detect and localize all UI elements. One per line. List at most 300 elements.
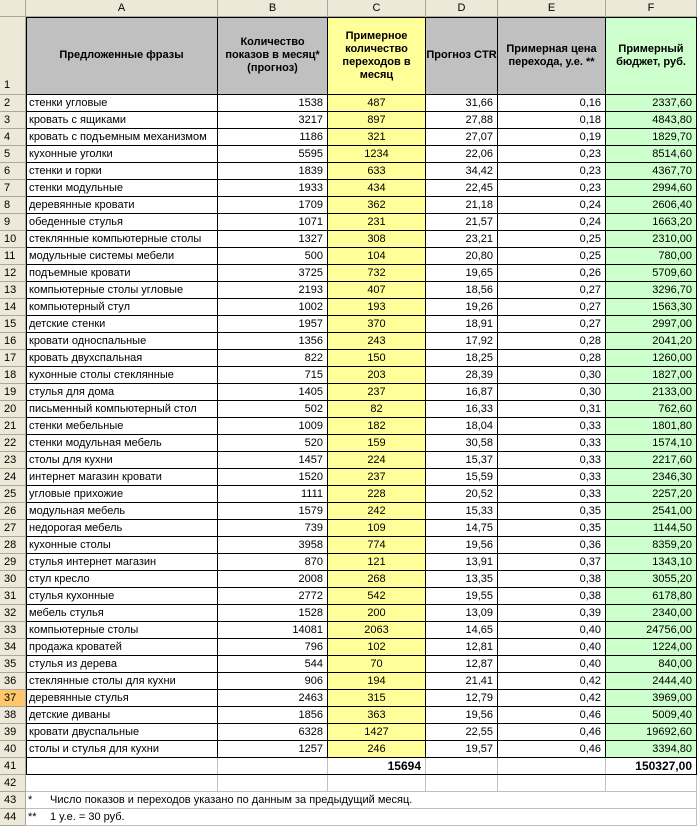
table-cell-a[interactable]: стенки угловые xyxy=(26,95,218,112)
row-header[interactable]: 24 xyxy=(0,469,26,486)
table-cell-c[interactable]: 1234 xyxy=(328,146,426,163)
column-header-e[interactable]: E xyxy=(498,0,606,17)
row-header[interactable]: 12 xyxy=(0,265,26,282)
table-cell-d[interactable]: 22,45 xyxy=(426,180,498,197)
table-cell-e[interactable]: 0,35 xyxy=(498,520,606,537)
row-header[interactable]: 9 xyxy=(0,214,26,231)
table-cell-b[interactable]: 1327 xyxy=(218,231,328,248)
table-cell-e[interactable]: 0,40 xyxy=(498,622,606,639)
table-cell-c[interactable]: 193 xyxy=(328,299,426,316)
table-cell-f[interactable]: 1574,10 xyxy=(606,435,697,452)
row-header[interactable]: 28 xyxy=(0,537,26,554)
table-cell-b[interactable]: 5595 xyxy=(218,146,328,163)
table-cell-c[interactable]: 159 xyxy=(328,435,426,452)
row-header[interactable]: 30 xyxy=(0,571,26,588)
table-cell-f[interactable]: 1343,10 xyxy=(606,554,697,571)
table-cell-c[interactable]: 308 xyxy=(328,231,426,248)
column-header-d[interactable]: D xyxy=(426,0,498,17)
table-cell-b[interactable]: 1405 xyxy=(218,384,328,401)
table-cell-f[interactable]: 1663,20 xyxy=(606,214,697,231)
table-cell-b[interactable]: 14081 xyxy=(218,622,328,639)
table-cell-d[interactable]: 13,35 xyxy=(426,571,498,588)
table-cell-c[interactable]: 109 xyxy=(328,520,426,537)
table-cell-b[interactable]: 2772 xyxy=(218,588,328,605)
table-cell-c[interactable]: 487 xyxy=(328,95,426,112)
table-cell-a[interactable]: стенки модульная мебель xyxy=(26,435,218,452)
row-header[interactable]: 20 xyxy=(0,401,26,418)
table-cell-c[interactable]: 231 xyxy=(328,214,426,231)
table-cell-b[interactable]: 1579 xyxy=(218,503,328,520)
table-cell-f[interactable]: 1829,70 xyxy=(606,129,697,146)
table-cell-c[interactable]: 1427 xyxy=(328,724,426,741)
table-cell-b[interactable]: 822 xyxy=(218,350,328,367)
table-cell-d[interactable]: 19,26 xyxy=(426,299,498,316)
table-cell-f[interactable]: 1563,30 xyxy=(606,299,697,316)
select-all-corner[interactable] xyxy=(0,0,26,17)
table-cell-a[interactable]: мебель стулья xyxy=(26,605,218,622)
table-cell-b[interactable]: 1356 xyxy=(218,333,328,350)
table-cell-d[interactable]: 13,09 xyxy=(426,605,498,622)
table-cell-c[interactable]: 194 xyxy=(328,673,426,690)
table-cell-f[interactable]: 3055,20 xyxy=(606,571,697,588)
table-cell-f[interactable]: 2337,60 xyxy=(606,95,697,112)
table-cell-e[interactable]: 0,38 xyxy=(498,588,606,605)
table-cell-b[interactable]: 796 xyxy=(218,639,328,656)
header-budget[interactable]: Примерный бюджет, руб. xyxy=(606,17,697,95)
table-cell-c[interactable]: 315 xyxy=(328,690,426,707)
table-cell-d[interactable]: 22,06 xyxy=(426,146,498,163)
table-cell-b[interactable]: 1856 xyxy=(218,707,328,724)
row-header[interactable]: 25 xyxy=(0,486,26,503)
table-cell-d[interactable]: 34,42 xyxy=(426,163,498,180)
row-header[interactable]: 6 xyxy=(0,163,26,180)
table-cell-d[interactable]: 15,59 xyxy=(426,469,498,486)
table-cell-d[interactable]: 27,07 xyxy=(426,129,498,146)
table-cell-b[interactable]: 1933 xyxy=(218,180,328,197)
table-cell-b[interactable]: 715 xyxy=(218,367,328,384)
empty-cell[interactable] xyxy=(218,775,328,792)
total-budget[interactable]: 150327,00 xyxy=(606,758,697,775)
footnote-text[interactable]: Число показов и переходов указано по данным за предыдущий месяц. xyxy=(50,792,697,809)
empty-cell[interactable] xyxy=(26,758,218,775)
table-cell-a[interactable]: столы для кухни xyxy=(26,452,218,469)
table-cell-a[interactable]: кухонные столы стеклянные xyxy=(26,367,218,384)
table-cell-a[interactable]: кровати двуспальные xyxy=(26,724,218,741)
row-header[interactable]: 2 xyxy=(0,95,26,112)
table-cell-c[interactable]: 182 xyxy=(328,418,426,435)
table-cell-b[interactable]: 2463 xyxy=(218,690,328,707)
table-cell-e[interactable]: 0,28 xyxy=(498,350,606,367)
table-cell-e[interactable]: 0,23 xyxy=(498,146,606,163)
table-cell-b[interactable]: 739 xyxy=(218,520,328,537)
table-cell-b[interactable]: 3217 xyxy=(218,112,328,129)
table-cell-a[interactable]: интернет магазин кровати xyxy=(26,469,218,486)
table-cell-f[interactable]: 2606,40 xyxy=(606,197,697,214)
table-cell-d[interactable]: 18,04 xyxy=(426,418,498,435)
table-cell-c[interactable]: 774 xyxy=(328,537,426,554)
table-cell-f[interactable]: 2346,30 xyxy=(606,469,697,486)
table-cell-f[interactable]: 19692,60 xyxy=(606,724,697,741)
table-cell-f[interactable]: 2133,00 xyxy=(606,384,697,401)
row-header[interactable]: 15 xyxy=(0,316,26,333)
table-cell-a[interactable]: кровать двухспальная xyxy=(26,350,218,367)
row-header[interactable]: 42 xyxy=(0,775,26,792)
table-cell-d[interactable]: 20,80 xyxy=(426,248,498,265)
table-cell-d[interactable]: 22,55 xyxy=(426,724,498,741)
table-cell-c[interactable]: 102 xyxy=(328,639,426,656)
table-cell-e[interactable]: 0,27 xyxy=(498,299,606,316)
table-cell-f[interactable]: 1224,00 xyxy=(606,639,697,656)
table-cell-e[interactable]: 0,38 xyxy=(498,571,606,588)
row-header[interactable]: 34 xyxy=(0,639,26,656)
table-cell-d[interactable]: 19,55 xyxy=(426,588,498,605)
table-cell-a[interactable]: кухонные уголки xyxy=(26,146,218,163)
table-cell-a[interactable]: кровать с ящиками xyxy=(26,112,218,129)
table-cell-a[interactable]: недорогая мебель xyxy=(26,520,218,537)
table-cell-e[interactable]: 0,42 xyxy=(498,673,606,690)
table-cell-d[interactable]: 20,52 xyxy=(426,486,498,503)
table-cell-a[interactable]: модульные системы мебели xyxy=(26,248,218,265)
empty-cell[interactable] xyxy=(218,758,328,775)
table-cell-b[interactable]: 6328 xyxy=(218,724,328,741)
row-header[interactable]: 4 xyxy=(0,129,26,146)
table-cell-f[interactable]: 1144,50 xyxy=(606,520,697,537)
table-cell-e[interactable]: 0,35 xyxy=(498,503,606,520)
row-header[interactable]: 41 xyxy=(0,758,26,775)
table-cell-d[interactable]: 17,92 xyxy=(426,333,498,350)
table-cell-f[interactable]: 2310,00 xyxy=(606,231,697,248)
table-cell-c[interactable]: 203 xyxy=(328,367,426,384)
table-cell-f[interactable]: 2257,20 xyxy=(606,486,697,503)
table-cell-f[interactable]: 4367,70 xyxy=(606,163,697,180)
table-cell-a[interactable]: стулья для дома xyxy=(26,384,218,401)
table-cell-a[interactable]: модульная мебель xyxy=(26,503,218,520)
table-cell-a[interactable]: компьютерный стул xyxy=(26,299,218,316)
table-cell-b[interactable]: 1839 xyxy=(218,163,328,180)
row-header[interactable]: 31 xyxy=(0,588,26,605)
table-cell-c[interactable]: 407 xyxy=(328,282,426,299)
column-header-f[interactable]: F xyxy=(606,0,697,17)
empty-cell[interactable] xyxy=(426,758,498,775)
row-header[interactable]: 7 xyxy=(0,180,26,197)
table-cell-e[interactable]: 0,27 xyxy=(498,282,606,299)
row-header[interactable]: 38 xyxy=(0,707,26,724)
table-cell-c[interactable]: 363 xyxy=(328,707,426,724)
table-cell-b[interactable]: 544 xyxy=(218,656,328,673)
table-cell-f[interactable]: 2997,00 xyxy=(606,316,697,333)
table-cell-e[interactable]: 0,27 xyxy=(498,316,606,333)
table-cell-f[interactable]: 762,60 xyxy=(606,401,697,418)
table-cell-d[interactable]: 12,79 xyxy=(426,690,498,707)
table-cell-a[interactable]: продажа кроватей xyxy=(26,639,218,656)
table-cell-f[interactable]: 840,00 xyxy=(606,656,697,673)
empty-cell[interactable] xyxy=(26,775,218,792)
table-cell-c[interactable]: 246 xyxy=(328,741,426,758)
table-cell-e[interactable]: 0,33 xyxy=(498,418,606,435)
table-cell-d[interactable]: 16,33 xyxy=(426,401,498,418)
empty-cell[interactable] xyxy=(498,758,606,775)
row-header[interactable]: 39 xyxy=(0,724,26,741)
table-cell-f[interactable]: 2994,60 xyxy=(606,180,697,197)
table-cell-b[interactable]: 502 xyxy=(218,401,328,418)
table-cell-f[interactable]: 6178,80 xyxy=(606,588,697,605)
table-cell-d[interactable]: 21,57 xyxy=(426,214,498,231)
table-cell-f[interactable]: 2217,60 xyxy=(606,452,697,469)
table-cell-b[interactable]: 500 xyxy=(218,248,328,265)
table-cell-e[interactable]: 0,24 xyxy=(498,214,606,231)
table-cell-e[interactable]: 0,30 xyxy=(498,367,606,384)
table-cell-f[interactable]: 3296,70 xyxy=(606,282,697,299)
table-cell-e[interactable]: 0,23 xyxy=(498,163,606,180)
table-cell-a[interactable]: компьютерные столы угловые xyxy=(26,282,218,299)
table-cell-f[interactable]: 2444,40 xyxy=(606,673,697,690)
table-cell-e[interactable]: 0,19 xyxy=(498,129,606,146)
table-cell-c[interactable]: 82 xyxy=(328,401,426,418)
table-cell-e[interactable]: 0,46 xyxy=(498,741,606,758)
table-cell-f[interactable]: 5009,40 xyxy=(606,707,697,724)
row-header[interactable]: 5 xyxy=(0,146,26,163)
table-cell-a[interactable]: деревянные стулья xyxy=(26,690,218,707)
table-cell-b[interactable]: 1538 xyxy=(218,95,328,112)
row-header[interactable]: 21 xyxy=(0,418,26,435)
table-cell-e[interactable]: 0,31 xyxy=(498,401,606,418)
row-header[interactable]: 35 xyxy=(0,656,26,673)
table-cell-d[interactable]: 19,56 xyxy=(426,707,498,724)
table-cell-d[interactable]: 19,65 xyxy=(426,265,498,282)
table-cell-a[interactable]: письменный компьютерный стол xyxy=(26,401,218,418)
table-cell-b[interactable]: 870 xyxy=(218,554,328,571)
table-cell-c[interactable]: 321 xyxy=(328,129,426,146)
table-cell-c[interactable]: 104 xyxy=(328,248,426,265)
table-cell-b[interactable]: 1111 xyxy=(218,486,328,503)
table-cell-c[interactable]: 434 xyxy=(328,180,426,197)
table-cell-a[interactable]: угловые прихожие xyxy=(26,486,218,503)
table-cell-b[interactable]: 1186 xyxy=(218,129,328,146)
row-header[interactable]: 44 xyxy=(0,809,26,826)
table-cell-e[interactable]: 0,40 xyxy=(498,639,606,656)
table-cell-c[interactable]: 633 xyxy=(328,163,426,180)
table-cell-e[interactable]: 0,24 xyxy=(498,197,606,214)
row-header[interactable]: 32 xyxy=(0,605,26,622)
table-cell-f[interactable]: 1827,00 xyxy=(606,367,697,384)
table-cell-c[interactable]: 732 xyxy=(328,265,426,282)
table-cell-f[interactable]: 780,00 xyxy=(606,248,697,265)
table-cell-c[interactable]: 200 xyxy=(328,605,426,622)
table-cell-a[interactable]: детские диваны xyxy=(26,707,218,724)
empty-cell[interactable] xyxy=(498,775,606,792)
footnote-text[interactable]: 1 у.е. = 30 руб. xyxy=(50,809,697,826)
table-cell-d[interactable]: 13,91 xyxy=(426,554,498,571)
table-cell-a[interactable]: стенки модульные xyxy=(26,180,218,197)
row-header[interactable]: 27 xyxy=(0,520,26,537)
empty-cell[interactable] xyxy=(606,775,697,792)
table-cell-e[interactable]: 0,33 xyxy=(498,452,606,469)
table-cell-b[interactable]: 1002 xyxy=(218,299,328,316)
table-cell-e[interactable]: 0,46 xyxy=(498,707,606,724)
table-cell-d[interactable]: 14,65 xyxy=(426,622,498,639)
table-cell-b[interactable]: 1457 xyxy=(218,452,328,469)
table-cell-c[interactable]: 897 xyxy=(328,112,426,129)
table-cell-e[interactable]: 0,16 xyxy=(498,95,606,112)
header-price[interactable]: Примерная цена перехода, у.е. ** xyxy=(498,17,606,95)
table-cell-c[interactable]: 228 xyxy=(328,486,426,503)
table-cell-a[interactable]: обеденные стулья xyxy=(26,214,218,231)
row-header[interactable]: 16 xyxy=(0,333,26,350)
table-cell-e[interactable]: 0,25 xyxy=(498,231,606,248)
table-cell-f[interactable]: 1801,80 xyxy=(606,418,697,435)
header-phrases[interactable]: Предложенные фразы xyxy=(26,17,218,95)
table-cell-d[interactable]: 18,91 xyxy=(426,316,498,333)
table-cell-e[interactable]: 0,39 xyxy=(498,605,606,622)
table-cell-c[interactable]: 268 xyxy=(328,571,426,588)
row-header[interactable]: 36 xyxy=(0,673,26,690)
table-cell-d[interactable]: 30,58 xyxy=(426,435,498,452)
table-cell-c[interactable]: 362 xyxy=(328,197,426,214)
empty-cell[interactable] xyxy=(328,775,426,792)
row-header[interactable]: 1 xyxy=(0,17,26,95)
row-header[interactable]: 43 xyxy=(0,792,26,809)
table-cell-e[interactable]: 0,28 xyxy=(498,333,606,350)
row-header[interactable]: 22 xyxy=(0,435,26,452)
table-cell-f[interactable]: 8359,20 xyxy=(606,537,697,554)
table-cell-b[interactable]: 1009 xyxy=(218,418,328,435)
table-cell-e[interactable]: 0,25 xyxy=(498,248,606,265)
table-cell-a[interactable]: стулья из дерева xyxy=(26,656,218,673)
total-clicks[interactable]: 15694 xyxy=(328,758,426,775)
table-cell-b[interactable]: 3725 xyxy=(218,265,328,282)
table-cell-a[interactable]: деревянные кровати xyxy=(26,197,218,214)
table-cell-e[interactable]: 0,33 xyxy=(498,486,606,503)
row-header[interactable]: 3 xyxy=(0,112,26,129)
table-cell-d[interactable]: 16,87 xyxy=(426,384,498,401)
column-header-a[interactable]: A xyxy=(26,0,218,17)
row-header[interactable]: 19 xyxy=(0,384,26,401)
row-header[interactable]: 14 xyxy=(0,299,26,316)
table-cell-a[interactable]: подъемные кровати xyxy=(26,265,218,282)
table-cell-a[interactable]: стенки и горки xyxy=(26,163,218,180)
table-cell-e[interactable]: 0,36 xyxy=(498,537,606,554)
table-cell-d[interactable]: 14,75 xyxy=(426,520,498,537)
table-cell-d[interactable]: 19,56 xyxy=(426,537,498,554)
table-cell-c[interactable]: 242 xyxy=(328,503,426,520)
table-cell-c[interactable]: 542 xyxy=(328,588,426,605)
table-cell-c[interactable]: 2063 xyxy=(328,622,426,639)
table-cell-b[interactable]: 1257 xyxy=(218,741,328,758)
table-cell-d[interactable]: 19,57 xyxy=(426,741,498,758)
column-header-b[interactable]: B xyxy=(218,0,328,17)
header-impressions[interactable]: Количество показов в месяц* (прогноз) xyxy=(218,17,328,95)
table-cell-f[interactable]: 2041,20 xyxy=(606,333,697,350)
table-cell-f[interactable]: 24756,00 xyxy=(606,622,697,639)
table-cell-c[interactable]: 70 xyxy=(328,656,426,673)
table-cell-a[interactable]: стенки мебельные xyxy=(26,418,218,435)
table-cell-b[interactable]: 1957 xyxy=(218,316,328,333)
table-cell-e[interactable]: 0,40 xyxy=(498,656,606,673)
column-header-c[interactable]: C xyxy=(328,0,426,17)
table-cell-d[interactable]: 15,37 xyxy=(426,452,498,469)
table-cell-c[interactable]: 121 xyxy=(328,554,426,571)
table-cell-f[interactable]: 3394,80 xyxy=(606,741,697,758)
footnote-mark[interactable]: * xyxy=(26,792,50,809)
table-cell-f[interactable]: 2340,00 xyxy=(606,605,697,622)
row-header[interactable]: 8 xyxy=(0,197,26,214)
table-cell-b[interactable]: 1709 xyxy=(218,197,328,214)
table-cell-e[interactable]: 0,23 xyxy=(498,180,606,197)
table-cell-d[interactable]: 12,87 xyxy=(426,656,498,673)
table-cell-d[interactable]: 31,66 xyxy=(426,95,498,112)
table-cell-c[interactable]: 237 xyxy=(328,384,426,401)
row-header[interactable]: 23 xyxy=(0,452,26,469)
table-cell-b[interactable]: 1520 xyxy=(218,469,328,486)
table-cell-d[interactable]: 23,21 xyxy=(426,231,498,248)
table-cell-a[interactable]: детские стенки xyxy=(26,316,218,333)
table-cell-d[interactable]: 18,25 xyxy=(426,350,498,367)
table-cell-b[interactable]: 1071 xyxy=(218,214,328,231)
header-ctr[interactable]: Прогноз CTR xyxy=(426,17,498,95)
table-cell-b[interactable]: 2193 xyxy=(218,282,328,299)
empty-cell[interactable] xyxy=(426,775,498,792)
table-cell-f[interactable]: 2541,00 xyxy=(606,503,697,520)
table-cell-f[interactable]: 8514,60 xyxy=(606,146,697,163)
table-cell-e[interactable]: 0,18 xyxy=(498,112,606,129)
table-cell-a[interactable]: стулья интернет магазин xyxy=(26,554,218,571)
table-cell-d[interactable]: 21,41 xyxy=(426,673,498,690)
row-header[interactable]: 13 xyxy=(0,282,26,299)
table-cell-f[interactable]: 3969,00 xyxy=(606,690,697,707)
table-cell-e[interactable]: 0,46 xyxy=(498,724,606,741)
table-cell-e[interactable]: 0,33 xyxy=(498,435,606,452)
table-cell-e[interactable]: 0,42 xyxy=(498,690,606,707)
table-cell-d[interactable]: 27,88 xyxy=(426,112,498,129)
row-header[interactable]: 40 xyxy=(0,741,26,758)
table-cell-a[interactable]: стеклянные столы для кухни xyxy=(26,673,218,690)
table-cell-c[interactable]: 370 xyxy=(328,316,426,333)
table-cell-a[interactable]: кухонные столы xyxy=(26,537,218,554)
table-cell-c[interactable]: 243 xyxy=(328,333,426,350)
table-cell-b[interactable]: 2008 xyxy=(218,571,328,588)
header-clicks[interactable]: Примерное количество переходов в месяц xyxy=(328,17,426,95)
table-cell-f[interactable]: 5709,60 xyxy=(606,265,697,282)
table-cell-e[interactable]: 0,26 xyxy=(498,265,606,282)
table-cell-a[interactable]: стеклянные компьютерные столы xyxy=(26,231,218,248)
row-header[interactable]: 37 xyxy=(0,690,26,707)
table-cell-d[interactable]: 18,56 xyxy=(426,282,498,299)
table-cell-c[interactable]: 224 xyxy=(328,452,426,469)
table-cell-e[interactable]: 0,33 xyxy=(498,469,606,486)
table-cell-a[interactable]: компьютерные столы xyxy=(26,622,218,639)
table-cell-a[interactable]: кровать с подъемным механизмом xyxy=(26,129,218,146)
footnote-mark[interactable]: ** xyxy=(26,809,50,826)
table-cell-b[interactable]: 520 xyxy=(218,435,328,452)
row-header[interactable]: 17 xyxy=(0,350,26,367)
table-cell-f[interactable]: 4843,80 xyxy=(606,112,697,129)
table-cell-c[interactable]: 237 xyxy=(328,469,426,486)
row-header[interactable]: 10 xyxy=(0,231,26,248)
table-cell-d[interactable]: 28,39 xyxy=(426,367,498,384)
row-header[interactable]: 29 xyxy=(0,554,26,571)
table-cell-f[interactable]: 1260,00 xyxy=(606,350,697,367)
table-cell-e[interactable]: 0,37 xyxy=(498,554,606,571)
row-header[interactable]: 33 xyxy=(0,622,26,639)
row-header[interactable]: 11 xyxy=(0,248,26,265)
table-cell-a[interactable]: стул кресло xyxy=(26,571,218,588)
table-cell-a[interactable]: стулья кухонные xyxy=(26,588,218,605)
table-cell-a[interactable]: кровати односпальные xyxy=(26,333,218,350)
table-cell-a[interactable]: столы и стулья для кухни xyxy=(26,741,218,758)
table-cell-d[interactable]: 12,81 xyxy=(426,639,498,656)
table-cell-d[interactable]: 15,33 xyxy=(426,503,498,520)
table-cell-d[interactable]: 21,18 xyxy=(426,197,498,214)
